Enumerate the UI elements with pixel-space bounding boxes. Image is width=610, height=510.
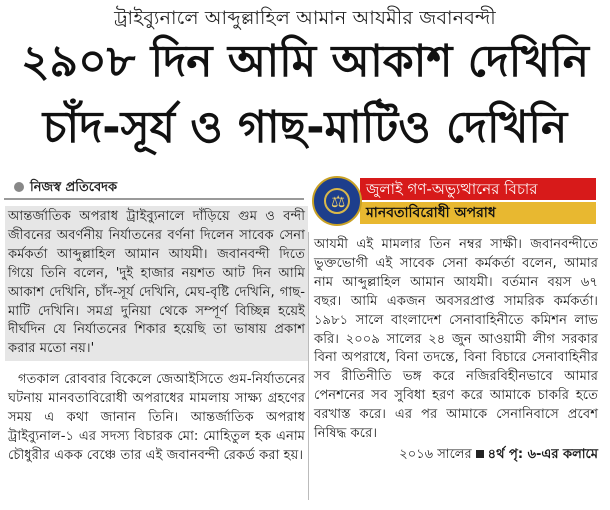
continuation-ref: ৪র্থ পৃ: ৬-এর কলামে	[487, 446, 598, 462]
lead-paragraph: আন্তর্জাতিক অপরাধ ট্রাইব্যুনালে দাঁড়িয়ে গুম ও বন্দী জীবনের অবর্ণনীয় নির্যাতনের বর্ণনা দিলেন সাবেক সেনা কর্মকর্তা আব্দুল্লাহিল আমান আযমী। জবানবন্দী দিতে গিয়ে তিনি বলেন, 'দুই হাজার নয়শত আট দিন আমি আকাশ দেখিনি, চাঁদ-সূর্য দেখিনি, মেঘ-বৃষ্টি দেখিনি, গাছ-মাটি দেখিনি। সমগ্র দুনিয়া থেকে সম্পূর্ণ বিচ্ছিন্ন হয়েই দীর্ঘদিন যে নির্যাতনের শিকার হয়েছি তা ভাষায় প্রকাশ করার মতো নয়।'	[5, 206, 308, 361]
article-column-left	[8, 206, 305, 466]
main-headline-line-2: চাঁদ-সূর্য ও গাছ-মাটিও দেখিনি	[42, 102, 568, 153]
byline-text: নিজস্ব প্রতিবেদক	[30, 180, 118, 195]
bullet-icon	[14, 182, 24, 192]
column-divider	[308, 232, 309, 500]
continuation-text: ২০১৬ সালের	[399, 446, 472, 462]
byline	[14, 178, 117, 199]
kicker-headline: ট্রাইব্যুনালে আব্দুল্লাহিল আমান আযমীর জবানবন্দী	[114, 7, 496, 29]
section-rule	[4, 198, 304, 200]
series-banner	[312, 176, 596, 226]
body-paragraph: গতকাল রোববার বিকেলে জেআইসিতে গুম-নির্যাতনের ঘটনায় মানবতাবিরোধী অপরাধের মামলায় সাক্ষ্য গ্রহণের সময় এ কথা জানান তিনি। আন্তর্জাতিক অপরাধ ট্রাইব্যুনাল-১ এর সদস্য বিচারক মো: মোহিতুল হক এনাম চৌধুরীর একক বেঞ্চে তার এই জবানবন্দী রেকর্ড করা হয়।	[8, 372, 305, 463]
banner-title: জুলাই গণ-অভ্যুত্থানের বিচার	[360, 178, 596, 200]
main-headline-line-1: ২৯০৮ দিন আমি আকাশ দেখিনি	[20, 36, 590, 87]
banner-subtitle: মানবতাবিরোধী অপরাধ	[360, 202, 596, 224]
continuation-line	[314, 446, 598, 465]
scale-icon: ⚖	[331, 192, 346, 211]
article-column-right	[314, 236, 598, 465]
body-paragraph-right: আযমী এই মামলার তিন নম্বর সাক্ষী। জবানবন্দীতে ভুক্তভোগী এই সাবেক সেনা কর্মকর্তা বলেন, আমার নাম আব্দুল্লাহিল আমান আযমী। বর্তমান বয়স ৬৭ বছর। আমি একজন অবসরপ্রাপ্ত সামরিক কর্মকর্তা। ১৯৮১ সালে বাংলাদেশ সেনাবাহিনীতে কমিশন লাভ করি। ২০০৯ সালের ২৪ জুন আওয়ামী লীগ সরকার বিনা অপরাধে, বিনা তদন্তে, বিনা বিচারে সেনাবাহিনীর সব রীতিনীতি ভঙ্গ করে নজিরবিহীনভাবে আমার পেনশনের সব সুবিধা হরণ করে আমাকে চাকরি হতে বরখাস্ত করে। এর পর আমাকে সেনানিবাসে প্রবেশ নিষিদ্ধ করে।	[314, 237, 598, 442]
justice-seal-icon	[312, 176, 362, 226]
square-bullet-icon	[476, 450, 484, 458]
